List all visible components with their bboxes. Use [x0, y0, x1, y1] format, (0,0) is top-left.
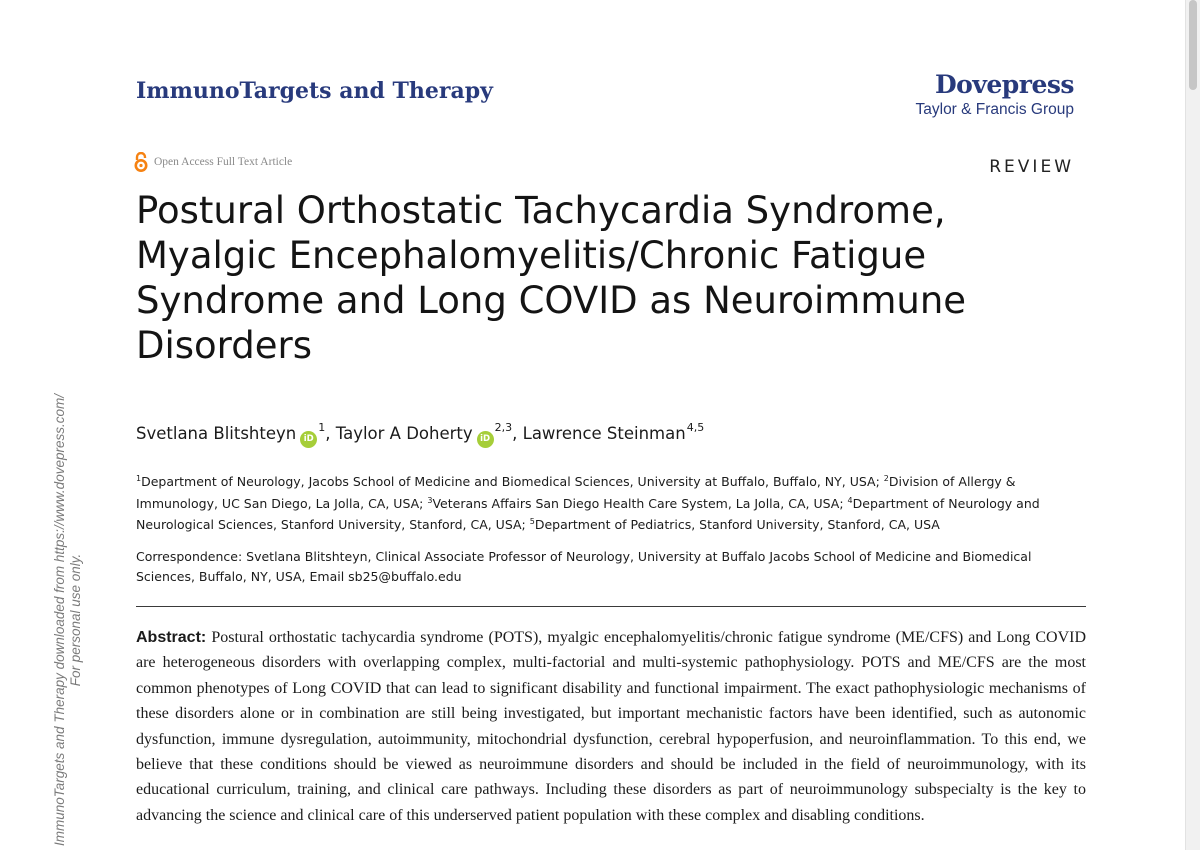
publisher-logo	[916, 70, 1075, 120]
author-name: Lawrence Steinman	[522, 424, 686, 443]
download-note-line1: ImmunoTargets and Therapy downloaded from https://www.dovepress.com/	[52, 394, 67, 846]
journal-name: ImmunoTargets and Therapy	[136, 78, 493, 104]
open-access-lock-icon	[134, 152, 148, 172]
affiliation-number: 4	[847, 495, 853, 505]
affiliation-number: 1	[136, 474, 142, 483]
author-affiliation-ref: 4,5	[686, 421, 705, 434]
open-access-label: Open Access Full Text Article	[154, 156, 293, 168]
author-affiliation-ref: 1	[318, 421, 326, 434]
affiliation-text: Veterans Affairs San Diego Health Care System, La Jolla, CA, USA;	[432, 495, 848, 511]
affiliation-text: Department of Neurology and Neurological Sciences, Stanford University, Stanford, CA, USA;	[136, 495, 1040, 532]
affiliation-text: Division of Allergy & Immunology, UC San Diego, La Jolla, CA, USA;	[136, 474, 1016, 511]
affiliation-number: 5	[529, 517, 535, 526]
author-separator: ,	[325, 424, 336, 443]
publisher-group: Taylor & Francis Group	[915, 101, 1074, 118]
orcid-icon[interactable]: iD	[300, 431, 317, 448]
scrollbar-thumb[interactable]	[1189, 0, 1197, 90]
affiliation-number: 3	[427, 495, 433, 505]
abstract	[136, 625, 1086, 828]
author-name: Svetlana Blitshteyn	[136, 424, 297, 443]
open-access-badge	[134, 152, 292, 172]
download-watermark	[52, 390, 84, 850]
divider	[136, 606, 1086, 607]
abstract-text: Postural orthostatic tachycardia syndrome (POTS), myalgic encephalomyelitis/chronic fatigue syndrome (ME/CFS) and Long COVID are heterogeneous disorders with overlapping complex, multi-factorial and multi-systemic pathophysiology. POTS and ME/CFS are the most common phenotypes of Long COVID that can lead to significant disability and functional impairment. The exact pathophysiologic mechanisms of these disorders alone or in combination are still being investigated, but important mechanistic factors have been identified, such as autonomic dysfunction, immune dysregulation, autoimmunity, mitochondrial dysfunction, cerebral hypoperfusion, and neuroinflammation. To this end, we believe that these conditions should be viewed as neuroimmune disorders and should be included in the field of neuroimmunology, with its educational curriculum, training, and clinical care pathways. Including these disorders as part of neuroimmunology subspecialty is the key to advancing the science and clinical care of this underserved patient population with these complex and disabling conditions.	[136, 629, 1087, 824]
article-type: REVIEW	[989, 157, 1074, 177]
author-separator: ,	[512, 424, 523, 443]
author-affiliation-ref: 2,3	[494, 421, 513, 434]
publisher-name: Dovepress	[935, 70, 1074, 99]
affiliation-number: 2	[883, 474, 889, 483]
download-note-line2: For personal use only.	[68, 553, 83, 687]
correspondence: Correspondence: Svetlana Blitshteyn, Clinical Associate Professor of Neurology, University at Buffalo Jacobs School of Medicine and Biomedical Sciences, Buffalo, NY, USA, Email sb25@buffalo.edu	[136, 549, 1032, 584]
orcid-icon[interactable]: iD	[477, 431, 494, 448]
article-title: Postural Orthostatic Tachycardia Syndrome, Myalgic Encephalomyelitis/Chronic Fatigue Syndrome and Long COVID as Neuroimmune Disorders	[136, 189, 967, 367]
affiliation-text: Department of Neurology, Jacobs School of Medicine and Biomedical Sciences, University at Buffalo, Buffalo, NY, USA;	[141, 474, 884, 489]
affiliation-text: Department of Pediatrics, Stanford University, Stanford, CA, USA	[534, 517, 940, 532]
author-name: Taylor A Doherty	[335, 424, 473, 443]
affiliations	[136, 472, 1091, 537]
abstract-label: Abstract:	[136, 629, 207, 646]
author-list	[136, 421, 705, 446]
vertical-scrollbar[interactable]	[1185, 0, 1200, 850]
